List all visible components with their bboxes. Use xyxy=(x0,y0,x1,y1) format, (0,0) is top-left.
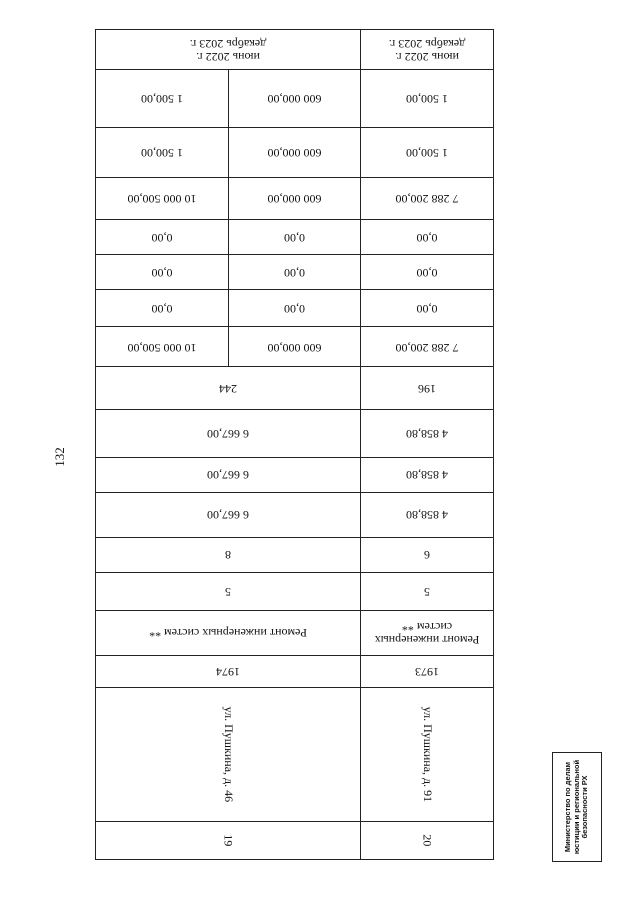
cell-row20-period: июнь 2022 г. декабрь 2023 г. xyxy=(361,30,494,70)
cell-row20-year: 1973 xyxy=(361,655,494,687)
cell-row19-c21: 600 000,00 xyxy=(229,70,361,128)
cell-row19-c13: 0,00 xyxy=(96,290,229,327)
cell-row19-c14: 0,00 xyxy=(96,255,229,290)
cell-row20-address: ул. Пушкина, д. 91 xyxy=(361,687,494,821)
cell-row20-c20: 1 500,00 xyxy=(361,70,494,128)
cell-row20-c7: 4 858,80 xyxy=(361,492,494,537)
cell-row20-c16: 7 288 200,00 xyxy=(361,178,494,220)
table-row xyxy=(96,128,494,178)
cell-row19-work: Ремонт инженерных систем ** xyxy=(96,610,361,655)
cell-row20-c13: 0,00 xyxy=(361,290,494,327)
table-row xyxy=(96,178,494,220)
cell-row19-c5: 5 xyxy=(96,572,361,610)
cell-row20-c11: 7 288 200,00 xyxy=(361,327,494,367)
cell-row20-c10: 196 xyxy=(361,367,494,409)
cell-row20-c8: 4 858,80 xyxy=(361,457,494,492)
cell-row20-c18: 1 500,00 xyxy=(361,128,494,178)
cell-row19-c10: 244 xyxy=(96,367,361,409)
cell-row20-c5: 5 xyxy=(361,572,494,610)
table-row xyxy=(96,610,494,655)
cell-row19-period: июнь 2022 г. декабрь 2023 г. xyxy=(96,30,361,70)
table-row xyxy=(96,687,494,821)
cell-row20-c9: 4 858,80 xyxy=(361,409,494,457)
cell-row19-c12: 600 000,00 xyxy=(229,327,361,367)
table-row xyxy=(96,821,494,859)
cell-row20-num: 20 xyxy=(361,821,494,859)
cell-row19-c20: 1 500,00 xyxy=(96,70,229,128)
cell-row20-c14: 0,00 xyxy=(361,255,494,290)
cell-row20-c15: 0,00 xyxy=(361,220,494,255)
cell-row19-c15: 0,00 xyxy=(96,220,229,255)
table-row xyxy=(96,655,494,687)
page-number xyxy=(50,447,70,467)
table-row xyxy=(96,409,494,457)
stamp-text: Министерство по делам юстиции и региональной безопасности РХ xyxy=(563,759,590,855)
table-row xyxy=(96,327,494,367)
cell-row20-c6: 6 xyxy=(361,537,494,572)
table-row xyxy=(96,492,494,537)
cell-row20-work: Ремонт инженерных систем ** xyxy=(361,610,494,655)
page-number-text: 132 xyxy=(52,447,67,467)
table-row xyxy=(96,367,494,409)
table-row xyxy=(96,30,494,70)
cell-row19-c7: 6 667,00 xyxy=(96,492,361,537)
cell-row19-address: ул. Пушкина, д. 46 xyxy=(96,687,361,821)
table-row xyxy=(96,255,494,290)
cell-row19-year: 1974 xyxy=(96,655,361,687)
cell-row19-c6: 8 xyxy=(96,537,361,572)
cell-row19-c18: 1 500,00 xyxy=(96,128,229,178)
cell-row19-c11: 10 000 500,00 xyxy=(96,327,229,367)
table-row xyxy=(96,70,494,128)
table-row xyxy=(96,220,494,255)
cell-row19-c17: 600 000,00 xyxy=(229,178,361,220)
table-row xyxy=(96,290,494,327)
cell-row19-c9: 6 667,00 xyxy=(96,409,361,457)
ministry-stamp xyxy=(552,752,602,862)
registry-table-wrapper xyxy=(95,29,493,860)
cell-row19-c8: 6 667,00 xyxy=(96,457,361,492)
cell-row19-c16: 10 000 500,00 xyxy=(96,178,229,220)
cell-row19-num: 19 xyxy=(96,821,361,859)
table-row xyxy=(96,572,494,610)
table-row xyxy=(96,457,494,492)
table-row xyxy=(96,537,494,572)
cell-row19-c14b: 0,00 xyxy=(229,255,361,290)
registry-table xyxy=(95,29,494,860)
cell-row19-c19: 600 000,00 xyxy=(229,128,361,178)
cell-row19-c13b: 0,00 xyxy=(229,290,361,327)
cell-row19-c15b: 0,00 xyxy=(229,220,361,255)
